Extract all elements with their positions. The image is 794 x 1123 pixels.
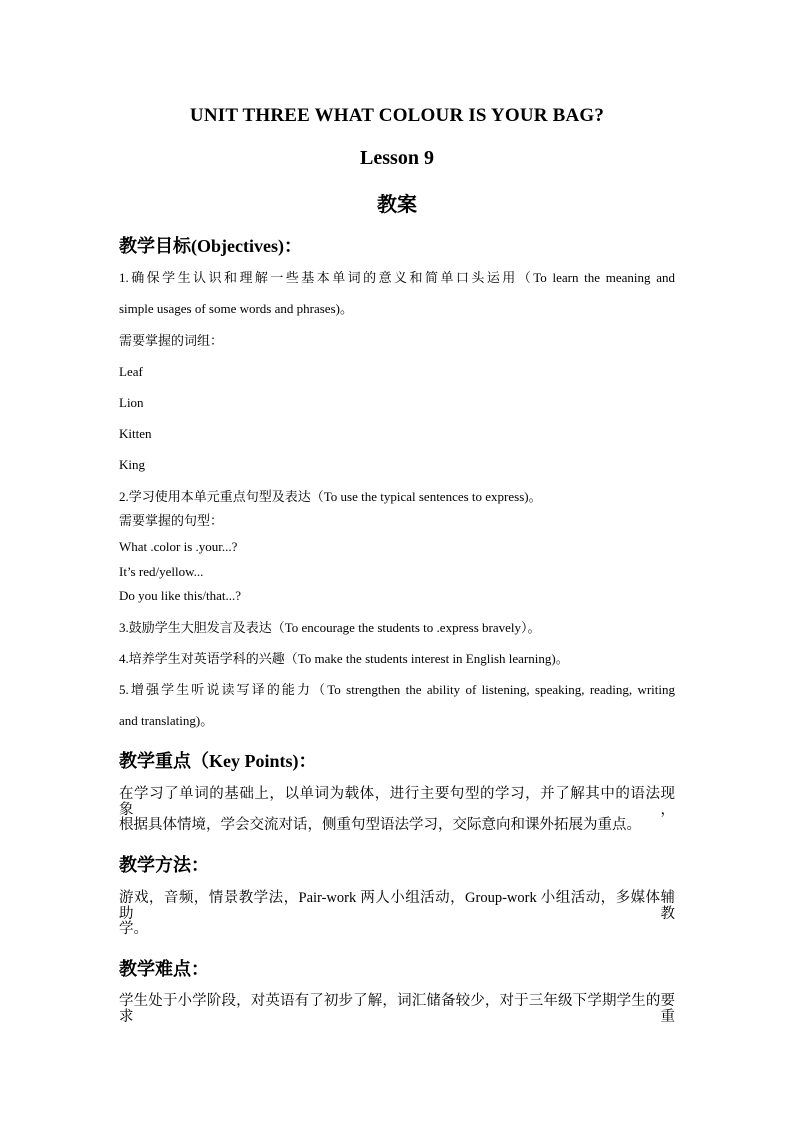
- sentences-label: 需要掌握的句型：: [119, 513, 224, 528]
- difficulties-line-1: 学生处于小学阶段，对英语有了初步了解，词汇储备较少，对于三年级下学期学生的要求重: [119, 993, 675, 1025]
- methods-line-1: 游戏，音频，情景教学法，Pair-work 两人小组活动，Group-work 小组活动，多媒体辅助教: [119, 890, 675, 922]
- objective-2: 2.学习使用本单元重点句型及表达（To use the typical sentences to express)。: [119, 489, 542, 504]
- objective-5-line-1: 5.增强学生听说读写译的能力（To strengthen the ability of listening, speaking, reading, writing: [119, 682, 675, 697]
- sentence-item: What .color is .your...?: [119, 539, 238, 554]
- difficulties-heading: 教学难点：: [119, 959, 209, 979]
- methods-line-2: 学。: [119, 921, 148, 937]
- objective-1-line-1: 1.确保学生认识和理解一些基本单词的意义和简单口头运用（To learn the meaning and: [119, 270, 675, 285]
- document-title: UNIT THREE WHAT COLOUR IS YOUR BAG?: [189, 105, 605, 126]
- words-label: 需要掌握的词组：: [119, 333, 224, 348]
- objective-5-line-2: and translating)。: [119, 713, 214, 728]
- word-item: Leaf: [119, 364, 143, 379]
- objective-4: 4.培养学生对英语学科的兴趣（To make the students interest in English learning)。: [119, 651, 569, 666]
- key-points-line-2: 根据具体情境，学会交流对话，侧重句型语法学习，交际意向和课外拓展为重点。: [119, 817, 641, 833]
- key-points-line-1: 在学习了单词的基础上，以单词为载体，进行主要句型的学习，并了解其中的语法现象，: [119, 786, 675, 818]
- sentence-item: Do you like this/that...?: [119, 588, 242, 603]
- objective-1-line-2: simple usages of some words and phrases)。: [119, 301, 353, 316]
- sentence-item: It’s red/yellow...: [119, 564, 204, 579]
- lesson-plan-heading: 教案: [377, 194, 417, 216]
- word-item: King: [119, 457, 145, 472]
- objective-3: 3.鼓励学生大胆发言及表达（To encourage the students to .express bravely）。: [119, 620, 541, 635]
- objectives-heading: 教学目标(Objectives)：: [119, 236, 302, 256]
- key-points-heading: 教学重点（Key Points)：: [119, 751, 317, 771]
- word-item: Lion: [119, 395, 144, 410]
- methods-heading: 教学方法：: [119, 855, 209, 875]
- word-item: Kitten: [119, 426, 152, 441]
- lesson-subtitle: Lesson 9: [360, 147, 434, 169]
